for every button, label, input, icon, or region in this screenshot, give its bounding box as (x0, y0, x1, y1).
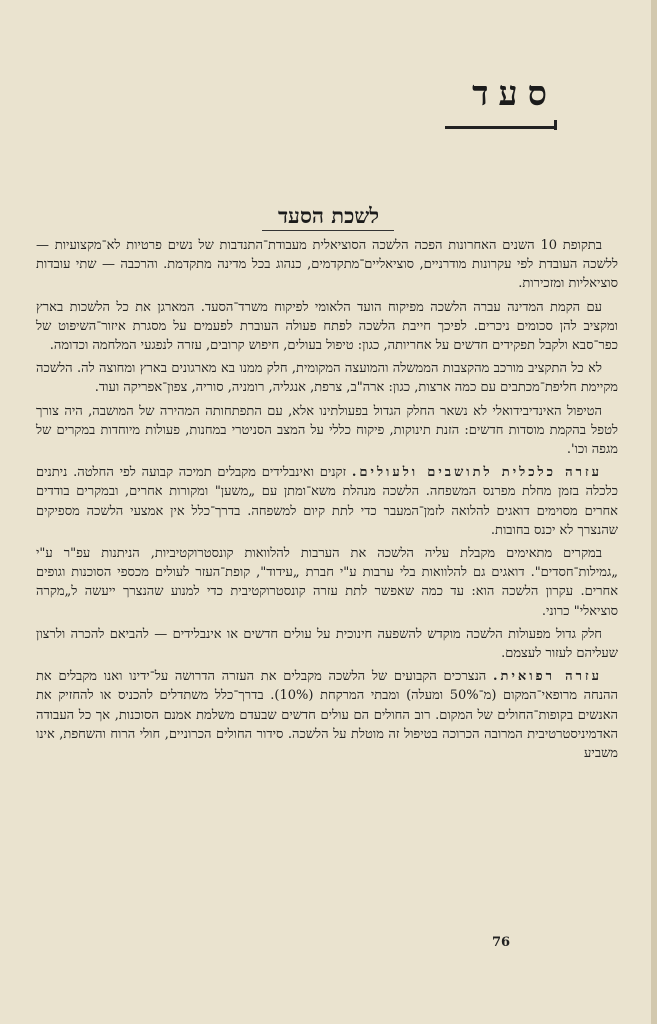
paragraph-text: הטיפול האינדיבידואלי לא נשאר החלק הגדול בפעולתינו אלא, עם התפתחותה המהירה של המושבה, היה צורך לטפל בהקמת מוסדות חדשים: הזנת תינוקות, פיקוח כללי על המצב הסניטרי במחנות, פעולות מיוחדות במקרים של מגפה וכו'. (36, 403, 618, 458)
page-number: 76 (492, 935, 511, 950)
paragraph-text: במקרים מתאימים מקבלת עליה הלשכה את הערבות להלוואות קונסטרוקטיביות, הניתנות עפ"ר ע"י „גמילות־חסדים". דואגים גם להלוואות בלי ערבות ע"י חברת „עידוד", קופת־העזר לעולים מכספי הסוכנות וגופים אחרים. עקרון הלשכה הוא: עד כמה שאפשר לתת עזרה קונסטרוקטיבית כדי למנוע שהנצרך ייעשה ל„מקרה סוציאלי" כרוני. (36, 546, 618, 619)
article-body (36, 236, 618, 767)
paragraph (36, 667, 618, 763)
title-underline (262, 230, 394, 231)
paragraph-text: לא כל התקציב מורכב מהקצבות הממשלה והמועצה המקומית, חלק ממנו בא מארגונים בארץ ומחוצה לה. הלשכה מקיימת חליפת־מכתבים עם כמה ארצות, כגון: ארה"ב, צרפת, אנגליה, רומניה, סוריה, צפון־אפריקה ועוד. (36, 361, 618, 396)
paragraph (36, 402, 618, 460)
paragraph (36, 544, 618, 621)
paragraph (36, 236, 618, 294)
page-edge (651, 0, 657, 1024)
heading-underline (445, 126, 557, 129)
article-title: לשכת הסעד (277, 203, 380, 228)
paragraph (36, 359, 618, 397)
paragraph-text: הנצרכים הקבועים של הלשכה מקבלים את העזרה הדרושה על־ידינו ואנו מקבלים את ההנחה מרופאי־המקום (מ־50% ומעלה) ומבתי המרקחת (10%). בדרך־כלל משתדלים להכניס או להחזיק את האנשים בקופות־החולים של המקום. רוב החולים הם עולים חדשים שבעדם משלמת אמנם הסוכנות, אך כל העבודה האדמיניסטרטיבית המרובה הכרוכה בטיפול זה מוטלת על הלשכה. סידור החולים הכרוניים, חולי הרוח והשחפת, אינו משביע (36, 669, 619, 762)
paragraph (36, 463, 618, 540)
paragraph-text: חלק גדול מפעולות הלשכה מוקדש להשפעה חינוכית על עולים חדשים או אינבלידים — להביאם להכרה ולרצון שעליהם לעזור לעצמם. (36, 626, 618, 662)
section-heading: סעד (472, 74, 557, 114)
paragraph-text: זקנים ואינבלידים מקבלים תמיכה קבועה לפי החלטה. ניתנים כלכלה בזמן מחלת מפרנס המשפחה. הלשכה מנהלת משא־ומתן עם „משען" ומקורות אחרים, ובמקרים בודדים אחרים מסוימים דואגים להלואה לזמן־המעבר כדי לתת קיום למשפחה. בדרך־כלל אין אמצעי הלשכה מספיקים שהנצרך לא יכנס בחובות. (36, 465, 618, 538)
paragraph (36, 625, 618, 663)
paragraph-text: בתקופת 10 השנים האחרונות הפכה הלשכה הסוציאלית מעבודת־התנדבות של נשים פרטיות לא־מקצועיות — ללשכה העובדת לפי עקרונות מודרניים, סוציאליים־מתקדמים, כנהוג בכל מדינה מתקדמת. והרכבה — שתי עובדות סוציאליות ומזכירות. (36, 238, 618, 292)
paragraph-lead: עזרה כלכלית לתושבים ולעולים. (351, 465, 602, 481)
paragraph-text: עם הקמת המדינה עברה הלשכה מפיקוח הועד הלאומי לפיקוח משרד־הסעד. המארגן את כל הלשכות בארץ ומקציב להן סכומים ניכרים. לפיכך חייבת הלשכה לפתח פעולה העוברת לפעמים על מסגרת איזור־השיפוט של כפר־סבא ולקבל תפקידים חדשים על אחריותה, כגון: טיפול בעולים, חיפוש קרובים, עזרה לנפגעי המלחמה וכדומה. (36, 299, 618, 354)
paragraph-lead: עזרה רפואית. (493, 669, 602, 685)
paragraph (36, 298, 618, 356)
heading-rule-tick (554, 120, 557, 130)
